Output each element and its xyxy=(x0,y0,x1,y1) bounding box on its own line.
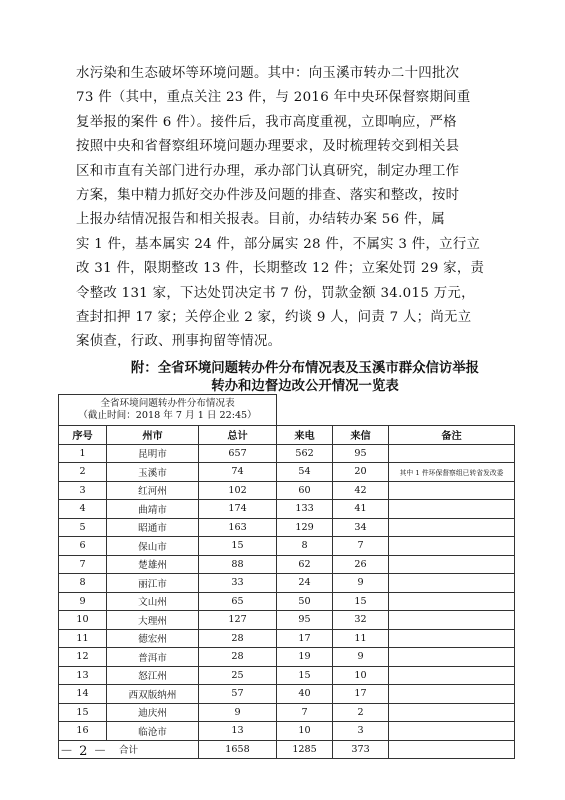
row-phone: 40 xyxy=(277,685,333,704)
row-letter: 7 xyxy=(333,537,389,556)
table-row xyxy=(59,648,515,667)
table-row xyxy=(59,611,515,630)
table-row xyxy=(59,500,515,519)
page-number: － 2 － xyxy=(60,744,108,759)
caption-spacer xyxy=(333,395,389,426)
header-note: 备注 xyxy=(389,426,515,445)
header-phone: 来电 xyxy=(277,426,333,445)
row-no: 10 xyxy=(59,611,107,630)
row-city: 西双版纳州 xyxy=(107,685,199,704)
row-phone: 19 xyxy=(277,648,333,667)
row-total: 15 xyxy=(199,537,277,556)
row-city: 红河州 xyxy=(107,481,199,500)
attachment-title-line1: 附：全省环境问题转办件分布情况表及玉溪市群众信访举报 xyxy=(130,360,480,376)
row-note xyxy=(389,444,515,463)
row-no: 8 xyxy=(59,574,107,593)
row-phone: 7 xyxy=(277,703,333,722)
table-body xyxy=(59,444,515,740)
row-no: 15 xyxy=(59,703,107,722)
row-total: 28 xyxy=(199,648,277,667)
row-note: 其中 1 件环保督察组已转省发改委 xyxy=(389,463,515,482)
paragraph-line: 实 1 件，基本属实 24 件，部分属实 28 件，不属实 3 件，立行立 xyxy=(76,236,481,252)
row-total: 127 xyxy=(199,611,277,630)
table-total-row xyxy=(59,740,515,759)
row-total: 174 xyxy=(199,500,277,519)
row-city: 曲靖市 xyxy=(107,500,199,519)
row-note xyxy=(389,537,515,556)
table-row xyxy=(59,685,515,704)
row-phone: 8 xyxy=(277,537,333,556)
table-row xyxy=(59,592,515,611)
row-no: 9 xyxy=(59,592,107,611)
table-caption xyxy=(59,395,277,426)
row-phone: 54 xyxy=(277,463,333,482)
row-letter: 17 xyxy=(333,685,389,704)
row-no: 3 xyxy=(59,481,107,500)
row-letter: 26 xyxy=(333,555,389,574)
row-no: 4 xyxy=(59,500,107,519)
row-phone: 50 xyxy=(277,592,333,611)
row-no: 16 xyxy=(59,722,107,741)
row-note xyxy=(389,592,515,611)
row-letter: 42 xyxy=(333,481,389,500)
paragraph-line: 按照中央和省督察组环境问题办理要求，及时梳理转交到相关县 xyxy=(76,139,460,155)
row-total: 88 xyxy=(199,555,277,574)
row-letter: 10 xyxy=(333,666,389,685)
row-phone: 60 xyxy=(277,481,333,500)
total-note xyxy=(389,740,515,759)
table-caption-title: 全省环境问题转办件分布情况表 xyxy=(100,398,235,409)
row-no: 12 xyxy=(59,648,107,667)
body-paragraph xyxy=(76,62,504,355)
table-header-row xyxy=(59,426,515,445)
row-note xyxy=(389,629,515,648)
row-no: 11 xyxy=(59,629,107,648)
row-no: 7 xyxy=(59,555,107,574)
row-no: 14 xyxy=(59,685,107,704)
row-city: 怒江州 xyxy=(107,666,199,685)
row-letter: 9 xyxy=(333,648,389,667)
row-total: 65 xyxy=(199,592,277,611)
caption-spacer xyxy=(389,395,515,426)
row-city: 普洱市 xyxy=(107,648,199,667)
table-row xyxy=(59,537,515,556)
row-note xyxy=(389,500,515,519)
row-phone: 24 xyxy=(277,574,333,593)
row-letter: 34 xyxy=(333,518,389,537)
paragraph-line: 改 31 件，限期整改 13 件，长期整改 12 件；立案处罚 29 家，责 xyxy=(76,261,485,277)
attachment-title-line2: 转办和边督边改公开情况一览表 xyxy=(211,378,399,394)
row-phone: 10 xyxy=(277,722,333,741)
total-sum: 1658 xyxy=(199,740,277,759)
row-letter: 2 xyxy=(333,703,389,722)
row-note xyxy=(389,555,515,574)
row-total: 25 xyxy=(199,666,277,685)
row-letter: 32 xyxy=(333,611,389,630)
row-total: 163 xyxy=(199,518,277,537)
paragraph-line: 水污染和生态破坏等环境问题。其中：向玉溪市转办二十四批次 xyxy=(76,66,460,81)
row-total: 33 xyxy=(199,574,277,593)
paragraph-line: 73 件（其中，重点关注 23 件，与 2016 年中央环保督察期间重 xyxy=(76,90,471,106)
paragraph-line: 案侦查，行政、刑事拘留等情况。 xyxy=(76,334,282,350)
row-note xyxy=(389,685,515,704)
row-phone: 133 xyxy=(277,500,333,519)
total-label: 合计 xyxy=(59,740,199,759)
paragraph-line: 区和市直有关部门进行办理，承办部门认真研究，制定办理工作 xyxy=(76,163,460,179)
row-city: 楚雄州 xyxy=(107,555,199,574)
distribution-table xyxy=(58,394,515,759)
row-letter: 3 xyxy=(333,722,389,741)
row-phone: 129 xyxy=(277,518,333,537)
row-letter: 41 xyxy=(333,500,389,519)
total-letter: 373 xyxy=(333,740,389,759)
row-phone: 95 xyxy=(277,611,333,630)
row-total: 13 xyxy=(199,722,277,741)
row-city: 昭通市 xyxy=(107,518,199,537)
row-total: 657 xyxy=(199,444,277,463)
row-letter: 11 xyxy=(333,629,389,648)
caption-spacer xyxy=(277,395,333,426)
row-phone: 562 xyxy=(277,444,333,463)
row-phone: 62 xyxy=(277,555,333,574)
row-no: 2 xyxy=(59,463,107,482)
row-letter: 15 xyxy=(333,592,389,611)
row-note xyxy=(389,666,515,685)
row-phone: 15 xyxy=(277,666,333,685)
row-no: 5 xyxy=(59,518,107,537)
row-total: 9 xyxy=(199,703,277,722)
total-phone: 1285 xyxy=(277,740,333,759)
row-phone: 17 xyxy=(277,629,333,648)
row-city: 玉溪市 xyxy=(107,463,199,482)
row-city: 大理州 xyxy=(107,611,199,630)
row-note xyxy=(389,722,515,741)
table-row xyxy=(59,555,515,574)
row-no: 1 xyxy=(59,444,107,463)
paragraph-line: 令整改 131 家，下达处罚决定书 7 份，罚款金额 34.015 万元， xyxy=(76,285,475,301)
row-total: 57 xyxy=(199,685,277,704)
table-row xyxy=(59,666,515,685)
paragraph-line: 方案，集中精力抓好交办件涉及问题的排查、落实和整改，按时 xyxy=(76,187,460,203)
header-no: 序号 xyxy=(59,426,107,445)
table-row xyxy=(59,444,515,463)
table-caption-row xyxy=(59,395,515,426)
header-letter: 来信 xyxy=(333,426,389,445)
header-city: 州市 xyxy=(107,426,199,445)
row-note xyxy=(389,574,515,593)
row-letter: 95 xyxy=(333,444,389,463)
row-note xyxy=(389,481,515,500)
paragraph-line: 上报办结情况报告和相关报表。目前，办结转办案 56 件，属 xyxy=(76,212,446,228)
table-row xyxy=(59,481,515,500)
table-row xyxy=(59,703,515,722)
table-row xyxy=(59,518,515,537)
row-note xyxy=(389,648,515,667)
table-row xyxy=(59,629,515,648)
row-letter: 20 xyxy=(333,463,389,482)
attachment-title xyxy=(100,359,510,395)
row-city: 丽江市 xyxy=(107,574,199,593)
row-city: 德宏州 xyxy=(107,629,199,648)
row-no: 13 xyxy=(59,666,107,685)
row-note xyxy=(389,518,515,537)
header-total: 总计 xyxy=(199,426,277,445)
row-total: 74 xyxy=(199,463,277,482)
row-city: 昆明市 xyxy=(107,444,199,463)
row-city: 保山市 xyxy=(107,537,199,556)
table-row xyxy=(59,722,515,741)
paragraph-line: 查封扣押 17 家；关停企业 2 家，约谈 9 人，问责 7 人；尚无立 xyxy=(76,309,472,325)
table-row xyxy=(59,463,515,482)
row-city: 文山州 xyxy=(107,592,199,611)
row-note xyxy=(389,611,515,630)
row-total: 28 xyxy=(199,629,277,648)
table-caption-date: （截止时间：2018 年 7 月 1 日 22:45） xyxy=(78,410,257,421)
row-no: 6 xyxy=(59,537,107,556)
row-city: 临沧市 xyxy=(107,722,199,741)
row-total: 102 xyxy=(199,481,277,500)
row-note xyxy=(389,703,515,722)
paragraph-line: 复举报的案件 6 件）。接件后，我市高度重视，立即响应，严格 xyxy=(76,114,457,130)
row-city: 迪庆州 xyxy=(107,703,199,722)
row-letter: 9 xyxy=(333,574,389,593)
table-row xyxy=(59,574,515,593)
